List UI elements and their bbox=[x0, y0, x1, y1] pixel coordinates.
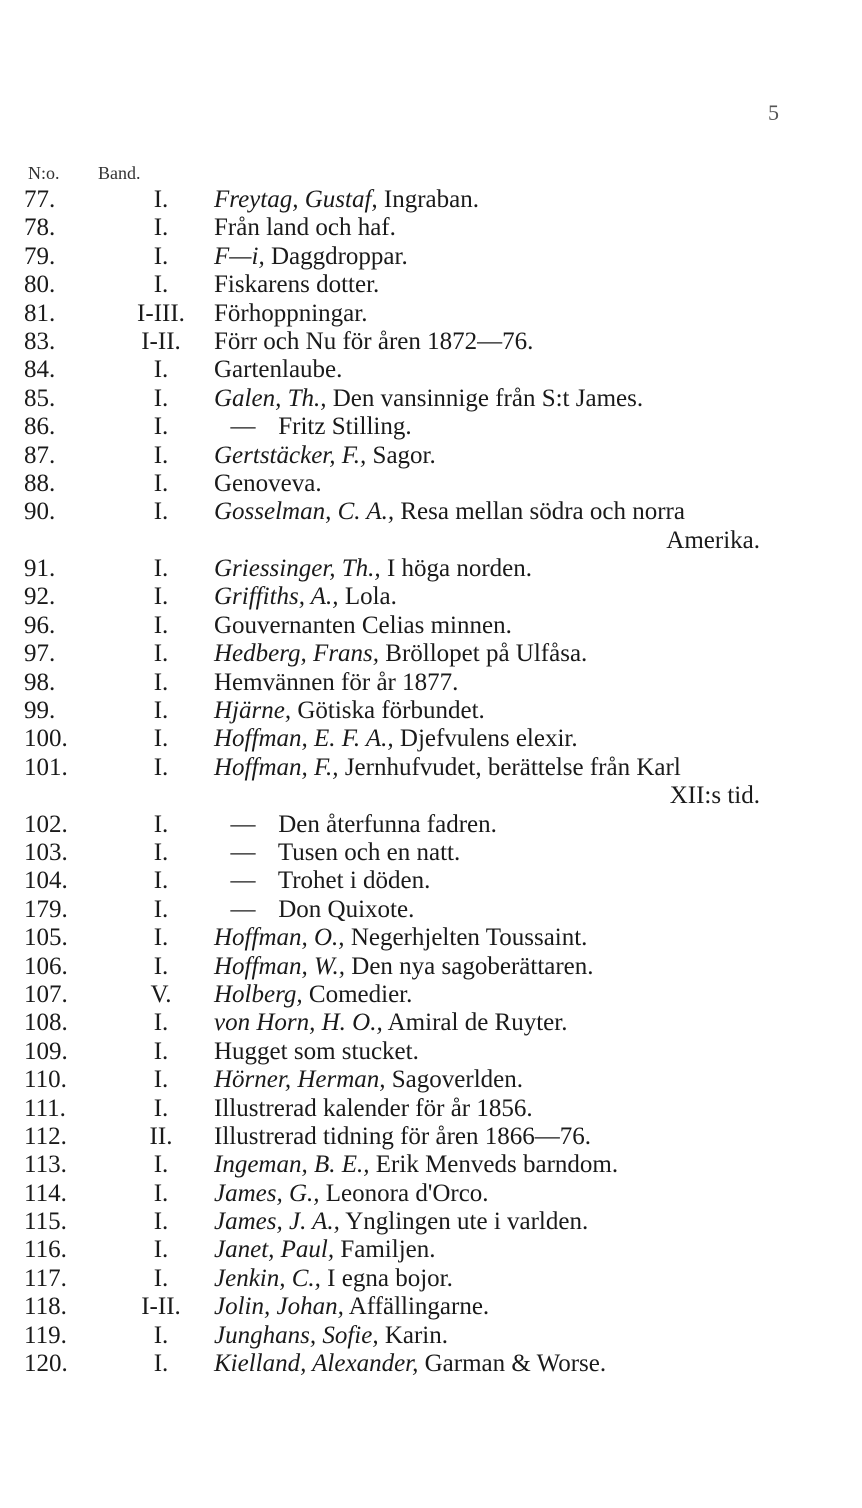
entry-title: Jernhufvudet, berättelse från Karl bbox=[344, 753, 681, 781]
catalog-entry bbox=[0, 498, 862, 526]
entry-band: I. bbox=[153, 867, 169, 895]
entry-title: I egna bojor. bbox=[327, 1264, 453, 1292]
entry-number: 117. bbox=[24, 1264, 67, 1292]
entry-author: Hörner, Herman, bbox=[214, 1066, 386, 1094]
ditto-dash: — bbox=[230, 413, 256, 441]
entry-text bbox=[214, 669, 458, 697]
catalog-entry bbox=[0, 1180, 862, 1208]
entry-author: Janet, Paul, bbox=[214, 1236, 335, 1264]
entry-band: I. bbox=[153, 1321, 169, 1349]
entry-band: I. bbox=[153, 1037, 169, 1065]
ditto-dash: — bbox=[230, 895, 256, 923]
entry-band: I. bbox=[153, 498, 169, 526]
entry-number: 99. bbox=[24, 697, 56, 725]
page-number: 5 bbox=[768, 100, 779, 125]
entry-band: I. bbox=[153, 1264, 169, 1292]
entry-text bbox=[214, 1009, 567, 1037]
catalog-entry-continuation bbox=[0, 527, 862, 555]
entry-author: Gertstäcker, F., bbox=[214, 441, 367, 469]
header-band-column: Band. bbox=[98, 163, 141, 183]
entry-text bbox=[214, 328, 533, 356]
entry-band: I. bbox=[153, 214, 169, 242]
catalog-entry bbox=[0, 271, 862, 299]
catalog-entry bbox=[0, 1236, 862, 1264]
entry-number: 118. bbox=[24, 1293, 67, 1321]
catalog-entry bbox=[0, 896, 862, 924]
entry-title: Garman & Worse. bbox=[424, 1350, 607, 1378]
entry-title: Götiska förbundet. bbox=[297, 697, 485, 725]
catalog-entry bbox=[0, 1293, 862, 1321]
ditto-dash: — bbox=[230, 867, 256, 895]
entry-number: 86. bbox=[24, 413, 56, 441]
entry-title: Sagor. bbox=[372, 441, 436, 469]
catalog-entry bbox=[0, 669, 862, 697]
entry-title: Tusen och en natt. bbox=[277, 838, 461, 866]
entry-title: Illustrerad tidning för åren 1866—76. bbox=[214, 1122, 591, 1150]
entry-text bbox=[214, 1180, 489, 1208]
entry-title: Den vansinnige från S:t James. bbox=[332, 384, 644, 412]
entry-title: Djefvulens elexir. bbox=[399, 725, 578, 753]
catalog-entry bbox=[0, 1038, 862, 1066]
entry-title: Förr och Nu för åren 1872—76. bbox=[214, 327, 534, 355]
entry-title: Leonora d'Orco. bbox=[325, 1179, 489, 1207]
entry-text bbox=[0, 527, 760, 555]
entry-title: Familjen. bbox=[340, 1236, 436, 1264]
entry-title: Hemvännen för år 1877. bbox=[214, 668, 459, 696]
entry-number: 111. bbox=[24, 1094, 66, 1122]
entry-text bbox=[214, 612, 512, 640]
entry-band: I. bbox=[153, 356, 169, 384]
entry-band: I. bbox=[153, 583, 169, 611]
entry-text bbox=[214, 555, 532, 583]
entry-band: I. bbox=[153, 895, 169, 923]
entry-number: 105. bbox=[24, 924, 68, 952]
entry-band: I. bbox=[153, 810, 169, 838]
catalog-entry bbox=[0, 186, 862, 214]
entry-band: I. bbox=[153, 413, 169, 441]
entry-title: Gouvernanten Celias minnen. bbox=[214, 611, 512, 639]
entry-text bbox=[214, 924, 587, 952]
entry-number: 79. bbox=[24, 242, 56, 270]
entry-title: Trohet i döden. bbox=[277, 867, 431, 895]
entry-number: 91. bbox=[24, 555, 56, 583]
catalog-entry bbox=[0, 1322, 862, 1350]
ditto-dash: — bbox=[230, 838, 256, 866]
entry-text bbox=[214, 583, 397, 611]
entry-band: I. bbox=[153, 753, 169, 781]
ditto-dash: — bbox=[230, 810, 256, 838]
entry-text bbox=[214, 300, 367, 328]
entry-number: 102. bbox=[24, 810, 68, 838]
entry-band: I. bbox=[153, 1208, 169, 1236]
entry-title: Ynglingen ute i varlden. bbox=[345, 1208, 589, 1236]
entry-text bbox=[214, 1151, 618, 1179]
entry-band: II. bbox=[149, 1122, 173, 1150]
catalog-list bbox=[0, 186, 862, 1378]
entry-band: I-II. bbox=[141, 1293, 181, 1321]
entry-text bbox=[214, 385, 643, 413]
entry-author: Junghans, Sofie, bbox=[214, 1321, 379, 1349]
catalog-entry bbox=[0, 924, 862, 952]
entry-number: 116. bbox=[24, 1236, 67, 1264]
entry-author: James, G., bbox=[214, 1179, 320, 1207]
entry-band: I. bbox=[153, 611, 169, 639]
entry-author: Ingeman, B. E., bbox=[214, 1151, 370, 1179]
entry-text bbox=[214, 1095, 533, 1123]
catalog-entry bbox=[0, 385, 862, 413]
entry-text bbox=[214, 725, 578, 753]
entry-number: 103. bbox=[24, 838, 68, 866]
entry-number: 104. bbox=[24, 867, 68, 895]
entry-author: Hedberg, Frans, bbox=[214, 640, 380, 668]
entry-author: Galen, Th., bbox=[214, 384, 327, 412]
entry-text bbox=[214, 442, 436, 470]
entry-title: Den nya sagoberättaren. bbox=[351, 952, 594, 980]
catalog-entry bbox=[0, 1009, 862, 1037]
catalog-entry bbox=[0, 470, 862, 498]
entry-author: Griessinger, Th., bbox=[214, 555, 381, 583]
entry-text bbox=[214, 640, 587, 668]
entry-number: 77. bbox=[24, 186, 56, 213]
entry-number: 115. bbox=[24, 1208, 67, 1236]
entry-number: 87. bbox=[24, 441, 56, 469]
catalog-entry bbox=[0, 811, 862, 839]
entry-author: Jolin, Johan, bbox=[214, 1293, 344, 1321]
entry-title: Förhoppningar. bbox=[214, 299, 368, 327]
entry-band: I. bbox=[153, 1179, 169, 1207]
entry-number: 81. bbox=[24, 299, 56, 327]
entry-band: I. bbox=[153, 271, 169, 299]
entry-number: 110. bbox=[24, 1066, 67, 1094]
catalog-entry bbox=[0, 1123, 862, 1151]
entry-band: V. bbox=[150, 980, 172, 1008]
catalog-entry bbox=[0, 442, 862, 470]
entry-text bbox=[214, 839, 460, 867]
entry-text bbox=[214, 186, 479, 214]
entry-number: 80. bbox=[24, 271, 56, 299]
entry-band: I. bbox=[153, 1236, 169, 1264]
catalog-entry bbox=[0, 1350, 862, 1378]
catalog-entry bbox=[0, 1151, 862, 1179]
entry-text bbox=[214, 754, 681, 782]
entry-title: Ingraban. bbox=[383, 186, 479, 213]
catalog-entry bbox=[0, 583, 862, 611]
catalog-entry bbox=[0, 612, 862, 640]
entry-author: Kielland, Alexander, bbox=[214, 1350, 419, 1378]
entry-title: Erik Menveds barndom. bbox=[375, 1151, 619, 1179]
entry-number: 98. bbox=[24, 668, 56, 696]
entry-band: I. bbox=[153, 384, 169, 412]
entry-number: 92. bbox=[24, 583, 56, 611]
entry-text bbox=[214, 271, 379, 299]
entry-text bbox=[214, 1038, 419, 1066]
entry-title: Amerika. bbox=[666, 526, 760, 554]
entry-band: I. bbox=[153, 1151, 169, 1179]
catalog-entry bbox=[0, 413, 862, 441]
entry-number: 85. bbox=[24, 384, 56, 412]
catalog-entry bbox=[0, 725, 862, 753]
entry-text bbox=[214, 1236, 436, 1264]
entry-text bbox=[0, 782, 760, 810]
entry-band: I. bbox=[153, 924, 169, 952]
entry-band: I. bbox=[153, 668, 169, 696]
entry-text bbox=[214, 1350, 606, 1378]
catalog-entry bbox=[0, 300, 862, 328]
entry-band: I. bbox=[153, 697, 169, 725]
entry-number: 88. bbox=[24, 469, 56, 497]
entry-title: Negerhjelten Toussaint. bbox=[350, 924, 588, 952]
entry-number: 112. bbox=[24, 1122, 67, 1150]
entry-author: von Horn, H. O., bbox=[214, 1009, 383, 1037]
entry-text bbox=[214, 214, 396, 242]
entry-band: I. bbox=[153, 838, 169, 866]
entry-number: 96. bbox=[24, 611, 56, 639]
entry-title: Resa mellan södra och norra bbox=[400, 498, 685, 526]
entry-title: Sagoverlden. bbox=[391, 1066, 523, 1094]
entry-number: 107. bbox=[24, 980, 68, 1008]
catalog-entry bbox=[0, 328, 862, 356]
entry-title: Karin. bbox=[384, 1321, 448, 1349]
entry-text bbox=[214, 498, 685, 526]
entry-band: I. bbox=[153, 1066, 169, 1094]
catalog-entry bbox=[0, 1095, 862, 1123]
catalog-entry bbox=[0, 1208, 862, 1236]
entry-number: 97. bbox=[24, 640, 56, 668]
entry-text bbox=[214, 413, 412, 441]
entry-text bbox=[214, 1293, 489, 1321]
entry-text bbox=[214, 1123, 591, 1151]
entry-text bbox=[214, 356, 342, 384]
entry-band: I-II. bbox=[141, 327, 181, 355]
entry-title: Bröllopet på Ulfåsa. bbox=[385, 640, 588, 668]
catalog-entry bbox=[0, 953, 862, 981]
entry-author: Hoffman, O., bbox=[214, 924, 345, 952]
entry-band: I. bbox=[153, 1009, 169, 1037]
entry-band: I. bbox=[153, 186, 169, 213]
entry-title: XII:s tid. bbox=[669, 782, 760, 810]
entry-title: Hugget som stucket. bbox=[214, 1037, 419, 1065]
entry-number: 106. bbox=[24, 952, 68, 980]
entry-band: I. bbox=[153, 725, 169, 753]
entry-author: Hoffman, E. F. A., bbox=[214, 725, 394, 753]
entry-band: I. bbox=[153, 952, 169, 980]
entry-title: Amiral de Ruyter. bbox=[387, 1009, 568, 1037]
entry-author: Freytag, Gustaf, bbox=[214, 186, 378, 213]
entry-author: F—i, bbox=[214, 242, 265, 270]
catalog-entry bbox=[0, 1066, 862, 1094]
entry-text bbox=[214, 243, 408, 271]
entry-band: I. bbox=[153, 469, 169, 497]
entry-number: 114. bbox=[24, 1179, 67, 1207]
entry-title: Den återfunna fadren. bbox=[278, 810, 497, 838]
catalog-entry bbox=[0, 1265, 862, 1293]
entry-text bbox=[214, 981, 412, 1009]
entry-number: 113. bbox=[24, 1151, 67, 1179]
entry-number: 90. bbox=[24, 498, 56, 526]
entry-author: Jenkin, C., bbox=[214, 1264, 321, 1292]
entry-number: 83. bbox=[24, 327, 56, 355]
entry-number: 108. bbox=[24, 1009, 68, 1037]
entry-text bbox=[214, 1322, 448, 1350]
catalog-entry bbox=[0, 243, 862, 271]
catalog-entry bbox=[0, 867, 862, 895]
entry-band: I. bbox=[153, 1350, 169, 1378]
entry-text bbox=[214, 867, 430, 895]
entry-title: Genoveva. bbox=[214, 469, 322, 497]
catalog-entry bbox=[0, 356, 862, 384]
entry-author: Griffiths, A., bbox=[214, 583, 339, 611]
entry-text bbox=[214, 896, 414, 924]
entry-band: I. bbox=[153, 555, 169, 583]
entry-title: Illustrerad kalender för år 1856. bbox=[214, 1094, 533, 1122]
entry-text bbox=[214, 953, 594, 981]
entry-number: 101. bbox=[24, 753, 68, 781]
catalog-entry bbox=[0, 754, 862, 782]
entry-number: 100. bbox=[24, 725, 68, 753]
entry-title: Don Quixote. bbox=[278, 895, 415, 923]
entry-band: I. bbox=[153, 640, 169, 668]
entry-number: 119. bbox=[24, 1321, 67, 1349]
entry-title: Daggdroppar. bbox=[270, 242, 408, 270]
catalog-entry bbox=[0, 214, 862, 242]
entry-number: 78. bbox=[24, 214, 56, 242]
entry-band: I. bbox=[153, 1094, 169, 1122]
catalog-entry bbox=[0, 555, 862, 583]
catalog-entry-continuation bbox=[0, 782, 862, 810]
entry-author: James, J. A., bbox=[214, 1208, 340, 1236]
entry-author: Hoffman, W., bbox=[214, 952, 346, 980]
entry-title: Fiskarens dotter. bbox=[214, 271, 380, 299]
entry-title: Comedier. bbox=[308, 980, 413, 1008]
catalog-entry bbox=[0, 640, 862, 668]
entry-title: Lola. bbox=[344, 583, 397, 611]
entry-text bbox=[214, 1066, 523, 1094]
entry-author: Hoffman, F., bbox=[214, 753, 339, 781]
entry-text bbox=[214, 1208, 588, 1236]
entry-title: Gartenlaube. bbox=[214, 356, 343, 384]
entry-title: Fritz Stilling. bbox=[278, 413, 412, 441]
entry-band: I. bbox=[153, 441, 169, 469]
catalog-entry bbox=[0, 981, 862, 1009]
header-number-column: N:o. bbox=[28, 163, 60, 183]
entry-text bbox=[214, 470, 322, 498]
entry-title: I höga norden. bbox=[386, 555, 533, 583]
entry-number: 109. bbox=[24, 1037, 68, 1065]
catalog-entry bbox=[0, 697, 862, 725]
entry-number: 120. bbox=[24, 1350, 68, 1378]
entry-author: Hjärne, bbox=[214, 697, 292, 725]
entry-author: Holberg, bbox=[214, 980, 303, 1008]
entry-number: 84. bbox=[24, 356, 56, 384]
entry-author: Gosselman, C. A., bbox=[214, 498, 395, 526]
entry-number: 179. bbox=[24, 895, 68, 923]
entry-title: Från land och haf. bbox=[214, 214, 396, 242]
entry-text bbox=[214, 811, 497, 839]
entry-title: Affällingarne. bbox=[348, 1293, 490, 1321]
catalog-entry bbox=[0, 839, 862, 867]
entry-text bbox=[214, 1265, 453, 1293]
entry-band: I. bbox=[153, 242, 169, 270]
entry-text bbox=[214, 697, 485, 725]
entry-band: I-III. bbox=[137, 299, 185, 327]
